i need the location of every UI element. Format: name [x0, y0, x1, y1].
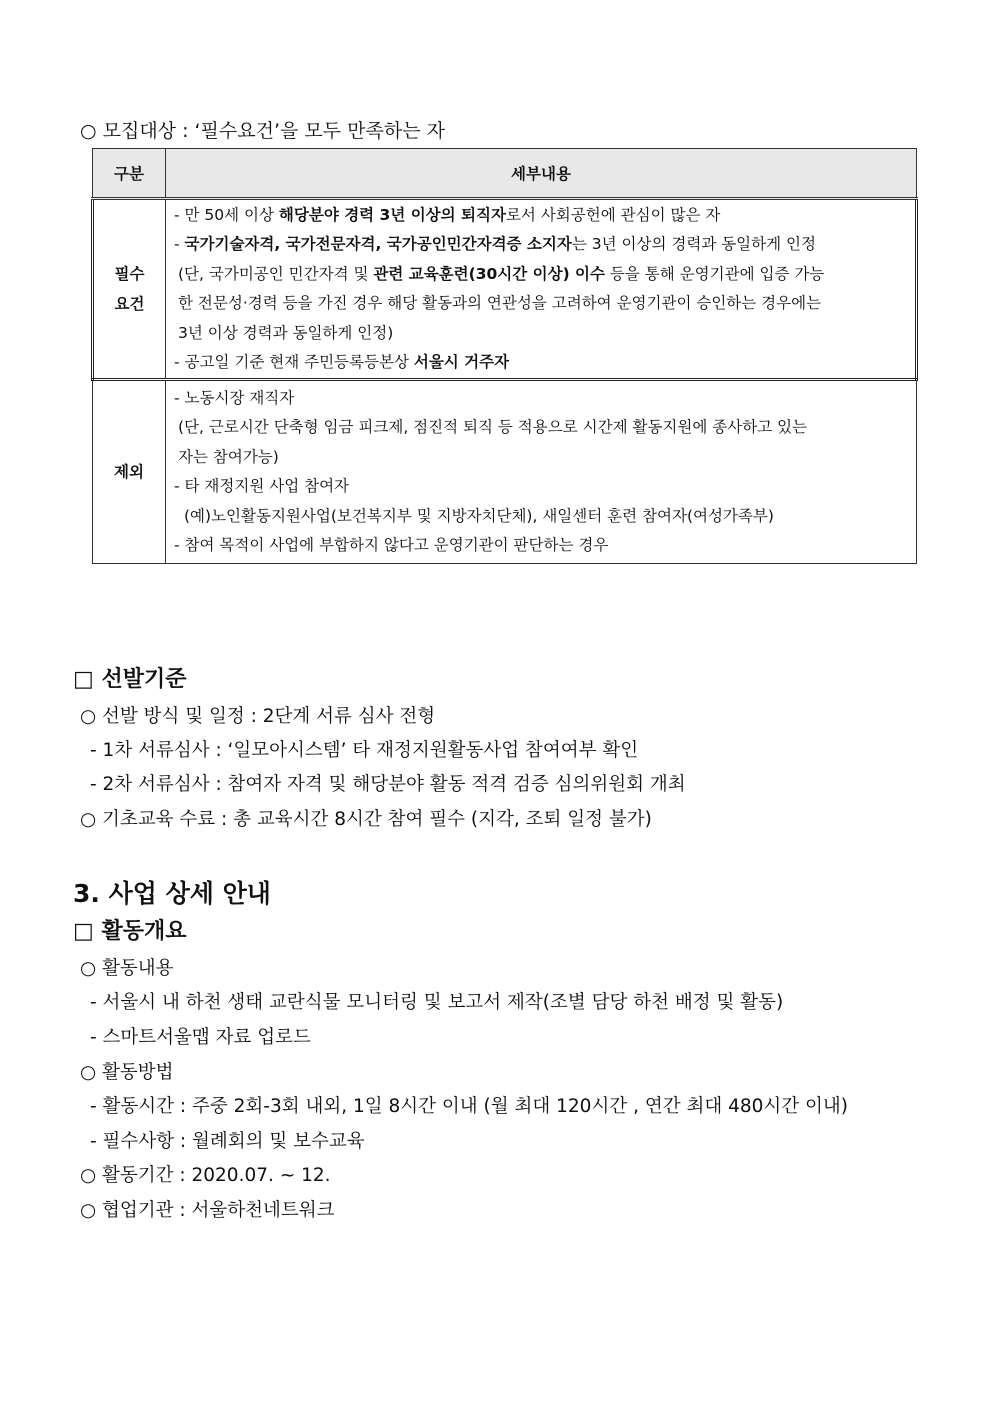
required-item-1: - 만 50세 이상 해당분야 경력 3년 이상의 퇴직자로서 사회공헌에 관심이 많은 자 — [174, 205, 721, 224]
requirements-table — [91, 148, 918, 564]
header-category: 구분 — [93, 149, 166, 199]
activity-method-2: - 필수사항 : 월례회의 및 보수교육 — [90, 1131, 365, 1152]
required-item-2-note-cont: 한 전문성·경력 등을 가진 경우 해당 활동과의 연관성을 고려하여 운영기관이 승인하는 경우에는 — [178, 294, 822, 312]
exclusion-item-2: - 타 재정지원 사업 참여자 — [174, 477, 350, 495]
required-row — [93, 199, 917, 380]
required-item-2-note: (단, 국가미공인 민간자격 및 관련 교육훈련(30시간 이상) 이수 등을 통해 운영기관에 입증 가능 — [178, 264, 825, 283]
recruitment-target: ○ 모집대상 : ‘필수요건’을 모두 만족하는 자 — [80, 120, 445, 142]
exclusion-item-1-note-end: 자는 참여가능) — [178, 447, 279, 466]
activity-method-label: ○ 활동방법 — [80, 1062, 174, 1083]
required-item-2: - 국가기술자격, 국가전문자격, 국가공인민간자격증 소지자는 3년 이상의 경력과 동일하게 인정 — [174, 235, 816, 253]
exclusion-label: 제외 — [93, 380, 166, 564]
required-item-2-note-end: 3년 이상 경력과 동일하게 인정) — [178, 323, 394, 342]
selection-training: ○ 기초교육 수료 : 총 교육시간 8시간 참여 필수 (지각, 조퇴 일정 불가) — [80, 809, 652, 830]
overview-heading: □ 활동개요 — [73, 919, 187, 944]
exclusion-item-1-note: (단, 근로시간 단축형 임금 피크제, 점진적 퇴직 등 적용으로 시간제 활동지원에 종사하고 있는 — [178, 418, 808, 436]
section-3-heading: 3. 사업 상세 안내 — [73, 879, 271, 908]
activity-content-label: ○ 활동내용 — [80, 958, 174, 979]
exclusion-row — [93, 380, 917, 564]
required-item-3: - 공고일 기준 현재 주민등록등본상 서울시 거주자 — [174, 353, 510, 371]
required-label: 필수 요건 — [93, 199, 166, 380]
activity-content-1: - 서울시 내 하천 생태 교란식물 모니터링 및 보고서 제작(조별 담당 하천 배정 및 활동) — [90, 992, 784, 1013]
exclusion-item-3: - 참여 목적이 사업에 부합하지 않다고 운영기관이 판단하는 경우 — [174, 536, 609, 554]
table-header-row — [93, 149, 917, 199]
activity-content-2: - 스마트서울맵 자료 업로드 — [90, 1027, 311, 1048]
selection-step-2: - 2차 서류심사 : 참여자 자격 및 해당분야 활동 적격 검증 심의위원회 개최 — [90, 774, 686, 795]
activity-method-1: - 활동시간 : 주중 2회-3회 내외, 1일 8시간 이내 (월 최대 120시간 , 연간 최대 480시간 이내) — [90, 1096, 848, 1117]
activity-period: ○ 활동기간 : 2020.07. ~ 12. — [80, 1165, 331, 1186]
partner-organization: ○ 협업기관 : 서울하천네트워크 — [80, 1200, 335, 1221]
selection-step-1: - 1차 서류심사 : ‘일모아시스템’ 타 재정지원활동사업 참여여부 확인 — [90, 740, 639, 761]
header-detail: 세부내용 — [166, 149, 917, 199]
exclusion-item-1: - 노동시장 재직자 — [174, 388, 295, 407]
selection-method: ○ 선발 방식 및 일정 : 2단계 서류 심사 전형 — [80, 706, 436, 727]
exclusion-item-2-example: (예)노인활동지원사업(보건복지부 및 지방자치단체), 새일센터 훈련 참여자(여성가족부) — [184, 506, 774, 525]
selection-heading: □ 선발기준 — [73, 667, 187, 692]
required-detail — [166, 199, 917, 380]
exclusion-detail — [166, 380, 917, 564]
